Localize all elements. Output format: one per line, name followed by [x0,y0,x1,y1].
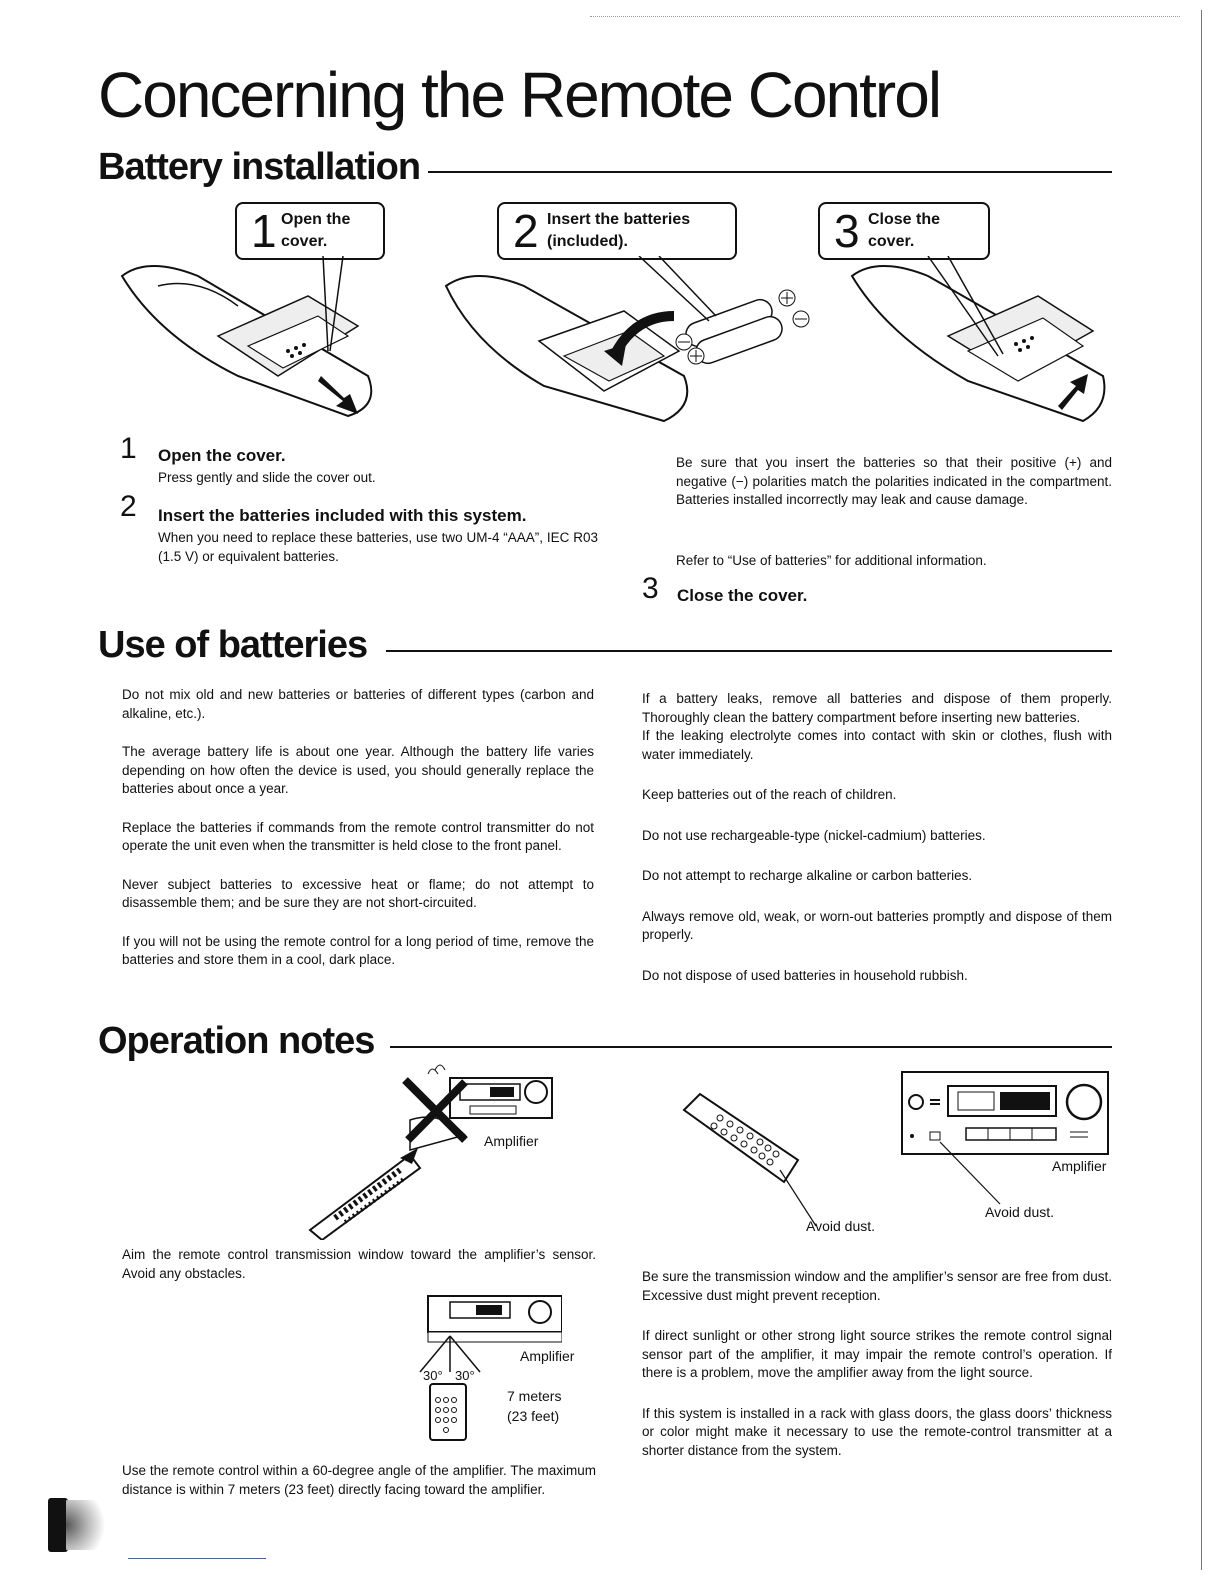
paragraph: The average battery life is about one year. Although the battery life varies depending on how often the device is used, you should generally replace the batteries about once a year. [122,744,594,796]
step-3-number: 3 [642,572,659,605]
dusty-remote-illustration [680,1090,820,1230]
distance-meters-label: 7 meters [507,1388,562,1404]
section-rule [386,650,1112,652]
paragraph: Keep batteries out of the reach of children. [642,787,897,802]
remote-open-cover-illustration [118,256,388,426]
paragraph: Do not dispose of used batteries in household rubbish. [642,967,968,983]
page-title: Concerning the Remote Control [98,59,941,131]
page-edge-line [1201,10,1202,1570]
callout-step-2 [497,202,737,260]
remote-insert-batteries-illustration [444,256,824,431]
paragraph: Do not use rechargeable-type (nickel-cadmium) batteries. [642,827,986,843]
callout-number: 1 [251,205,277,257]
callout-text: Insert the batteries (included). [547,211,691,250]
avoid-dust-label: Avoid dust. [985,1204,1055,1220]
amplifier-label: Amplifier [1052,1158,1107,1174]
paragraph: If a battery leaks, remove all batteries and dispose of them properly. Thoroughly clean the battery compartment before inserting new batteries. [642,691,1112,725]
callout-text: Open the cover. [281,211,351,250]
scan-top-dots [590,16,1180,17]
paragraph: Always remove old, weak, or worn-out batteries promptly and dispose of them properly. [642,908,1112,942]
amplifier-label: Amplifier [520,1348,575,1364]
callout-text: Close the cover. [868,211,941,250]
step-3-title: Close the cover. [677,586,808,605]
operation-note-left-1: Aim the remote control transmission window toward the amplifier’s sensor. Avoid any obstacles. [122,1247,596,1281]
callout-step-3 [818,202,990,260]
battery-installation-heading: Battery installation [98,146,421,188]
paragraph: Replace the batteries if commands from the remote control transmitter do not operate the unit even when the transmitter is held close to the front panel. [122,819,594,853]
angle-left-label: 30° [423,1368,443,1383]
paragraph: Do not attempt to recharge alkaline or carbon batteries. [642,868,973,883]
step-2-number: 2 [120,490,137,523]
use-of-batteries-heading: Use of batteries [98,624,368,666]
section-rule [428,171,1112,173]
polarity-note: Be sure that you insert the batteries so that their positive (+) and negative (−) polarities match the polarities indicated in the compartment. Batteries installed incorrectly may leak and cause damage. [676,455,1112,507]
distance-feet-label: (23 feet) [507,1408,560,1424]
step-2-title: Insert the batteries included with this system. [158,506,527,525]
step-1-number: 1 [120,432,137,465]
paragraph: Never subject batteries to excessive heat or flame; do not attempt to disassemble them; and be sure they are not short-circuited. [122,876,594,910]
callout-number: 2 [513,205,539,257]
step-2-body: When you need to replace these batteries, use two UM-4 “AAA”, IEC R03 (1.5 V) or equivalent batteries. [158,530,598,564]
operation-notes-heading: Operation notes [98,1020,375,1062]
paragraph: If this system is installed in a rack with glass doors, the glass doors’ thickness or color might make it necessary to use the remote-control transmitter at a shorter distance from the system. [642,1405,1112,1458]
use-of-batteries-right-column [642,690,1112,985]
paragraph: If direct sunlight or other strong light source strikes the remote control signal sensor part of the amplifier, it may impair the remote control’s operation. If there is a problem, move the amplifier away from the light source. [642,1328,1112,1380]
paragraph: If the leaking electrolyte comes into contact with skin or clothes, flush with water immediately. [642,728,1112,762]
scan-smudge-fade [66,1500,116,1550]
angle-right-label: 30° [455,1368,475,1383]
section-rule [390,1046,1112,1048]
step-1-title: Open the cover. [158,446,286,465]
paragraph: Do not mix old and new batteries or batteries of different types (carbon and alkaline, etc.). [122,687,594,721]
use-of-batteries-left-column [122,686,594,970]
dusty-amplifier-illustration [900,1070,1110,1210]
callout-number: 3 [834,205,860,257]
callout-step-1 [235,202,385,260]
paragraph: Be sure the transmission window and the amplifier’s sensor are free from dust. Excessive dust might prevent reception. [642,1269,1112,1303]
remote-close-cover-illustration [848,256,1118,431]
obstacle-illustration [290,1060,570,1240]
operation-note-left-2: Use the remote control within a 60-degree angle of the amplifier. The maximum distance is within 7 meters (23 feet) directly facing toward the amplifier. [122,1463,596,1497]
amplifier-label: Amplifier [484,1133,539,1149]
avoid-dust-label: Avoid dust. [806,1218,876,1234]
step-1-body: Press gently and slide the cover out. [158,470,376,485]
paragraph: If you will not be using the remote control for a long period of time, remove the batteries and store them in a cool, dark place. [122,933,594,967]
scan-bottom-line [128,1558,266,1559]
refer-note: Refer to “Use of batteries” for additional information. [676,553,987,568]
scan-smudge [48,1498,68,1552]
operation-notes-right-column [642,1268,1112,1460]
